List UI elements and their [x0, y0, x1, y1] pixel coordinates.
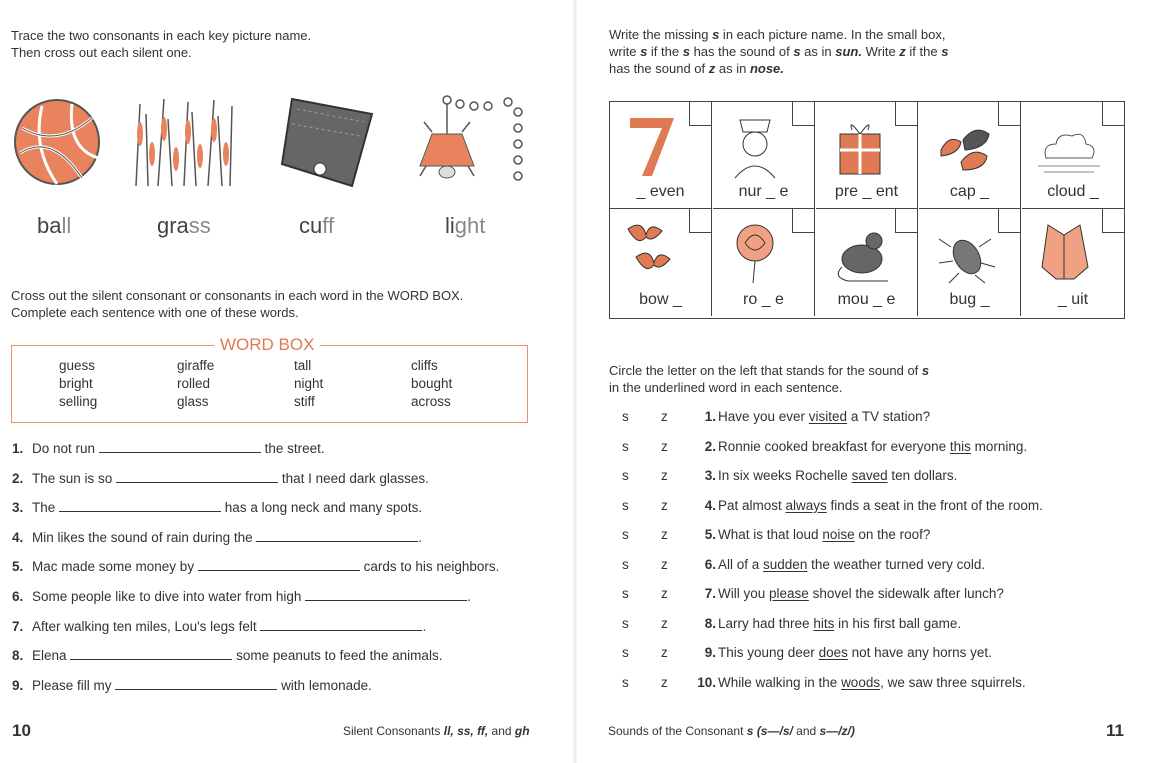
choice-z[interactable]: z	[661, 409, 668, 424]
picture-label-grass: grass	[157, 213, 211, 238]
sound-box[interactable]	[689, 209, 711, 233]
cloud-icon	[1034, 110, 1104, 180]
question-text: While walking in the woods, we saw three squirrels.	[718, 674, 1026, 690]
choice-z[interactable]: z	[661, 615, 668, 631]
grass-icon	[128, 94, 238, 189]
choice-z[interactable]: z	[661, 556, 668, 572]
question-text: What is that loud noise on the roof?	[718, 527, 931, 542]
sentence-8: 8. Elena some peanuts to feed the animals.	[12, 648, 443, 663]
circle-instructions: Circle the letter on the left that stands for the sound of s in the underlined word in each sentence.	[609, 363, 930, 395]
sound-box[interactable]	[1102, 102, 1124, 126]
choice-s[interactable]: s	[622, 468, 629, 483]
question-text: Pat almost always finds a seat in the front of the room.	[718, 497, 1043, 513]
word-selling: selling	[59, 394, 98, 409]
underlined-word: sudden	[763, 556, 808, 572]
question-number: 5.	[704, 527, 716, 542]
word-night: night	[294, 376, 324, 391]
sentence-3: 3. The has a long neck and many spots.	[12, 500, 423, 515]
sentence-7: 7. After walking ten miles, Lou's legs felt .	[12, 619, 427, 634]
rose-icon	[725, 217, 785, 287]
grid-cell-suit: _ uit	[1022, 209, 1124, 316]
choice-s[interactable]: s	[622, 556, 629, 572]
choice-s[interactable]: s	[622, 527, 629, 542]
word-across: across	[411, 394, 451, 409]
sentence-9: 9. Please fill my with lemonade.	[12, 678, 372, 693]
word-box-title: WORD BOX	[214, 335, 320, 355]
choice-s[interactable]: s	[622, 674, 629, 690]
choice-s[interactable]: s	[622, 645, 629, 660]
grid-cell-caps: cap _	[919, 102, 1021, 209]
trace-instructions: Trace the two consonants in each key picture name. Then cross out each silent one.	[11, 28, 312, 60]
bows-icon	[622, 217, 682, 287]
caps-icon	[931, 110, 1001, 180]
question-number: 8.	[704, 615, 716, 631]
question-text: Larry had three hits in his first ball game.	[718, 615, 962, 631]
grid-cell-mouse: mou _ e	[816, 209, 918, 316]
question-number: 7.	[704, 586, 716, 601]
underlined-word: woods	[841, 674, 881, 690]
sound-box[interactable]	[689, 102, 711, 126]
question-number: 9.	[704, 645, 716, 660]
footer-left: Silent Consonants ll, ss, ff, and gh	[343, 724, 530, 738]
grid-cell-rose: ro _ e	[713, 209, 815, 316]
picture-label-cuff: cuff	[299, 213, 335, 238]
word-glass: glass	[177, 394, 209, 409]
sentence-5: 5. Mac made some money by cards to his neighbors.	[12, 559, 500, 574]
question-text: Ronnie cooked breakfast for everyone this morning.	[718, 438, 1028, 454]
suit-icon	[1034, 217, 1094, 287]
sentence-2: 2. The sun is so that I need dark glasses.	[12, 471, 429, 486]
answer-blank-8[interactable]	[70, 647, 232, 660]
picture-grid	[609, 101, 1125, 319]
underlined-word: please	[769, 586, 809, 601]
missing-s-instructions: Write the missing s in each picture name. In the small box, write s if the s has the sound of s as in sun. Write z if the s has the sound of z as in nose.	[609, 27, 949, 76]
underlined-word: always	[785, 497, 827, 513]
footer-right: Sounds of the Consonant s (s—/s/ and s—/z/)	[608, 724, 855, 738]
choice-s[interactable]: s	[622, 497, 629, 513]
present-icon	[828, 110, 888, 180]
answer-blank-6[interactable]	[305, 588, 467, 601]
question-text: Have you ever visited a TV station?	[718, 409, 931, 424]
picture-label-ball: ball	[37, 213, 72, 238]
sound-box[interactable]	[998, 102, 1020, 126]
nurse-icon	[725, 110, 785, 180]
word-bright: bright	[59, 376, 93, 391]
choice-s[interactable]: s	[622, 438, 629, 454]
sound-box[interactable]	[792, 209, 814, 233]
grid-cell-nurse: nur _ e	[713, 102, 815, 209]
number-seven-icon	[622, 110, 682, 180]
choice-z[interactable]: z	[661, 497, 668, 513]
word-box	[11, 345, 528, 423]
question-text: Will you please shovel the sidewalk after lunch?	[718, 586, 1004, 601]
choice-z[interactable]: z	[661, 674, 668, 690]
page-number-left: 10	[12, 721, 31, 740]
answer-blank-9[interactable]	[115, 677, 277, 690]
answer-blank-5[interactable]	[198, 558, 360, 571]
word-bought: bought	[411, 376, 453, 391]
cuff-icon	[272, 94, 382, 189]
sentence-1: 1. Do not run the street.	[12, 441, 325, 456]
sentence-6: 6. Some people like to dive into water from high .	[12, 589, 471, 604]
ball-icon	[12, 98, 102, 186]
underlined-word: does	[818, 645, 848, 660]
page-number-right: 11	[1106, 721, 1124, 740]
sound-box[interactable]	[1102, 209, 1124, 233]
question-number: 4.	[704, 497, 716, 513]
answer-blank-7[interactable]	[260, 618, 422, 631]
light-icon	[412, 94, 524, 189]
question-text: All of a sudden the weather turned very cold.	[718, 556, 986, 572]
underlined-word: this	[949, 438, 971, 454]
underlined-word: hits	[813, 615, 835, 631]
word-stiff: stiff	[294, 394, 315, 409]
word-guess: guess	[59, 358, 96, 373]
sound-box[interactable]	[895, 102, 917, 126]
question-number: 1.	[704, 409, 716, 424]
grid-cell-bug: bug _	[919, 209, 1021, 316]
answer-blank-3[interactable]	[59, 499, 221, 512]
answer-blank-2[interactable]	[116, 470, 278, 483]
question-text: This young deer does not have any horns yet.	[718, 645, 992, 660]
choice-z[interactable]: z	[661, 438, 668, 454]
sound-box[interactable]	[895, 209, 917, 233]
choice-z[interactable]: z	[661, 468, 668, 483]
question-number: 6.	[704, 556, 716, 572]
word-giraffe: giraffe	[177, 358, 215, 373]
question-text: In six weeks Rochelle saved ten dollars.	[718, 468, 958, 483]
choice-s[interactable]: s	[622, 586, 629, 601]
word-tall: tall	[294, 358, 312, 373]
choice-s[interactable]: s	[622, 409, 629, 424]
question-number: 2.	[704, 438, 716, 454]
grid-cell-seven: _ even	[610, 102, 712, 209]
choice-s[interactable]: s	[622, 615, 629, 631]
word-rolled: rolled	[177, 376, 211, 391]
choice-z[interactable]: z	[661, 586, 668, 601]
bug-icon	[931, 217, 1001, 287]
underlined-word: noise	[822, 527, 855, 542]
word-cliffs: cliffs	[411, 358, 438, 373]
grid-cell-bows: bow _	[610, 209, 712, 316]
question-number: 3.	[704, 468, 716, 483]
left-page	[0, 0, 575, 763]
mouse-icon	[828, 217, 898, 287]
answer-blank-4[interactable]	[256, 529, 418, 542]
answer-blank-1[interactable]	[99, 440, 261, 453]
underlined-word: saved	[851, 468, 888, 483]
sound-box[interactable]	[792, 102, 814, 126]
choice-z[interactable]: z	[661, 527, 668, 542]
wordbox-instructions: Cross out the silent consonant or consonants in each word in the WORD BOX. Complete each sentence with one of these words.	[11, 288, 464, 320]
sound-box[interactable]	[998, 209, 1020, 233]
question-number: 10.	[697, 674, 716, 690]
underlined-word: visited	[808, 409, 848, 424]
grid-cell-present: pre _ ent	[816, 102, 918, 209]
choice-z[interactable]: z	[661, 645, 668, 660]
picture-label-light: light	[445, 213, 486, 238]
grid-cell-cloud: cloud _	[1022, 102, 1124, 209]
sentence-4: 4. Min likes the sound of rain during the .	[12, 530, 423, 545]
